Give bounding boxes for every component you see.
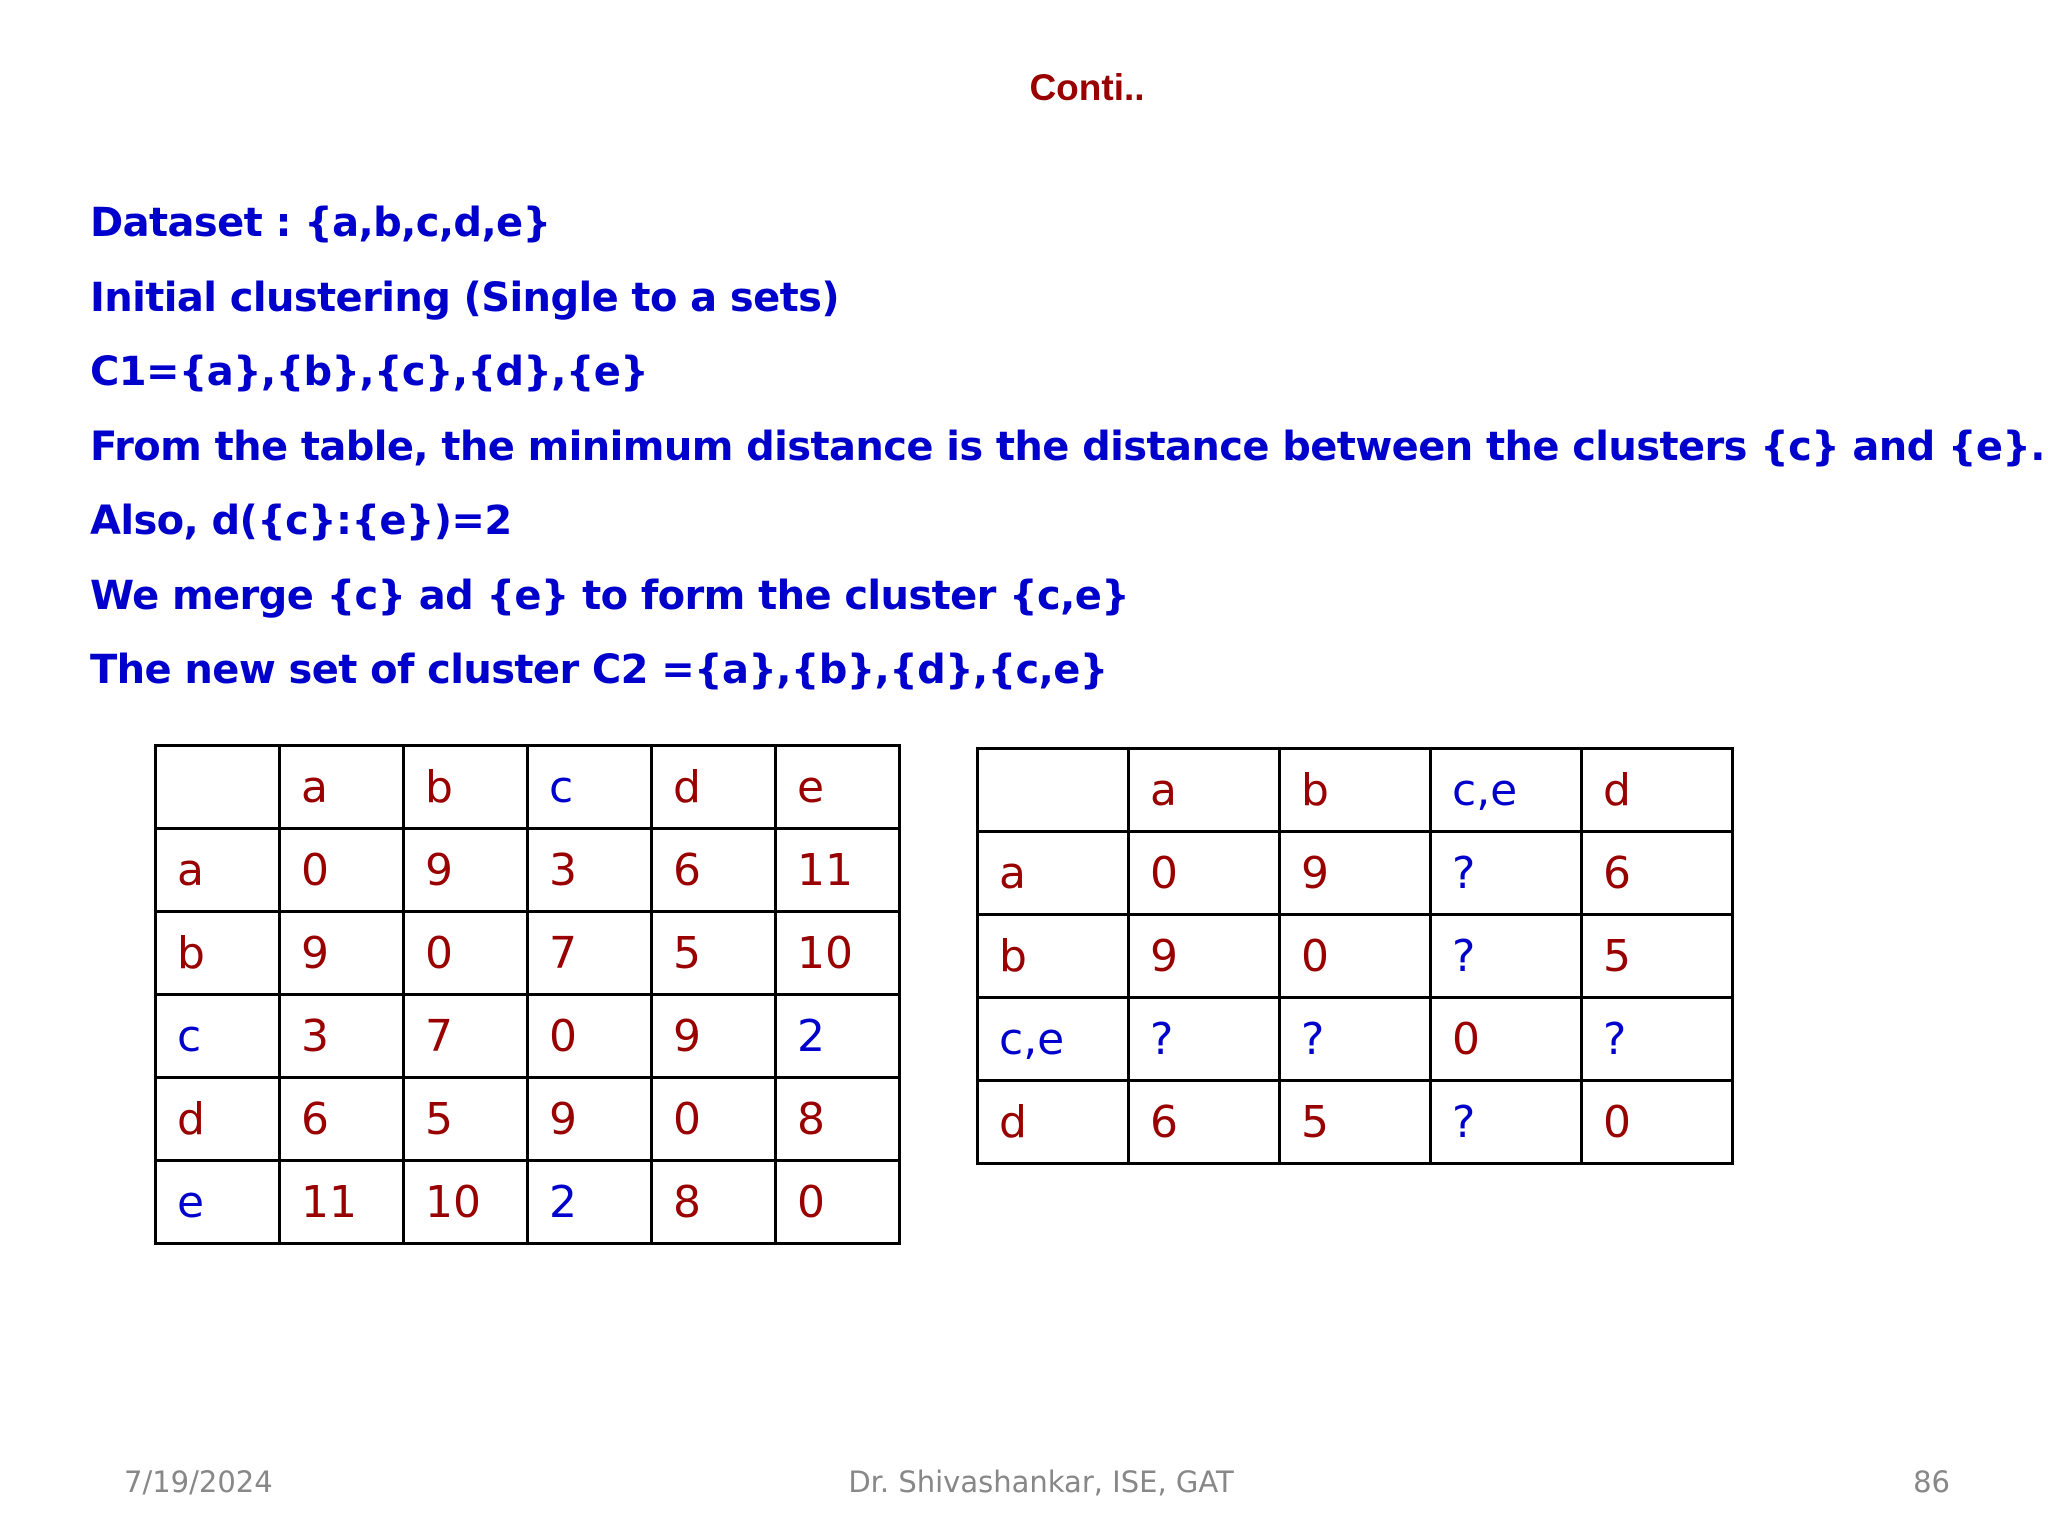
table-cell: 3 (280, 995, 404, 1078)
table-cell: d (1582, 749, 1733, 832)
table-cell: 9 (652, 995, 776, 1078)
table-cell: 0 (1280, 915, 1431, 998)
table-cell: 5 (652, 912, 776, 995)
table-cell: 10 (776, 912, 900, 995)
table-cell-min-distance: 2 (528, 1161, 652, 1244)
table-cell: 0 (404, 912, 528, 995)
table-cell-unknown: ? (1582, 998, 1733, 1081)
table-cell: 9 (280, 912, 404, 995)
table-cell: c,e (1431, 749, 1582, 832)
table-cell: 5 (404, 1078, 528, 1161)
table-cell: a (280, 746, 404, 829)
table-row (978, 915, 1733, 998)
table-cell: c (528, 746, 652, 829)
table-cell: 0 (280, 829, 404, 912)
table-cell: b (404, 746, 528, 829)
table-cell: 7 (528, 912, 652, 995)
table-cell: 0 (1431, 998, 1582, 1081)
table-cell: c (156, 995, 280, 1078)
table-cell: a (1129, 749, 1280, 832)
table-cell: 6 (1582, 832, 1733, 915)
table-header-row (978, 749, 1733, 832)
table-cell: 6 (280, 1078, 404, 1161)
table-cell: 6 (652, 829, 776, 912)
distance-matrix-initial (154, 744, 901, 1245)
body-line-minimum-distance: From the table, the minimum distance is the distance between the clusters {c} and {e}. (90, 423, 2045, 470)
footer-date: 7/19/2024 (124, 1465, 273, 1499)
table-row (978, 1081, 1733, 1164)
distance-matrix-merged (976, 747, 1734, 1165)
table-cell: 8 (652, 1161, 776, 1244)
table-cell-unknown: ? (1431, 1081, 1582, 1164)
table-cell-unknown: ? (1129, 998, 1280, 1081)
table-cell: b (1280, 749, 1431, 832)
table-cell: a (156, 829, 280, 912)
body-line-dataset: Dataset : {a,b,c,d,e} (90, 200, 551, 246)
body-line-c1: C1={a},{b},{c},{d},{e} (90, 349, 649, 395)
table-cell: 8 (776, 1078, 900, 1161)
table-cell: 3 (528, 829, 652, 912)
table-row (156, 1161, 900, 1244)
table-cell-unknown: ? (1280, 998, 1431, 1081)
body-line-initial-clustering: Initial clustering (Single to a sets) (90, 274, 840, 321)
table-cell: 9 (1280, 832, 1431, 915)
slide-title: Conti.. (1029, 67, 1145, 108)
table-cell: c,e (978, 998, 1129, 1081)
table-row (156, 995, 900, 1078)
table-row (156, 912, 900, 995)
table-cell: e (156, 1161, 280, 1244)
table-row (156, 1078, 900, 1161)
table-cell: d (156, 1078, 280, 1161)
table-cell: b (978, 915, 1129, 998)
table-cell: 7 (404, 995, 528, 1078)
table-cell-min-distance: 2 (776, 995, 900, 1078)
body-line-merge: We merge {c} ad {e} to form the cluster {c,e} (90, 572, 1130, 619)
table-cell: d (978, 1081, 1129, 1164)
body-line-distance-value: Also, d({c}:{e})=2 (90, 498, 512, 544)
table-cell: 0 (1129, 832, 1280, 915)
slide-body-text (90, 186, 2045, 708)
table-row (978, 832, 1733, 915)
table-cell: 0 (1582, 1081, 1733, 1164)
table-cell-unknown: ? (1431, 915, 1582, 998)
table-cell-unknown: ? (1431, 832, 1582, 915)
table-header-row (156, 746, 900, 829)
table-cell (156, 746, 280, 829)
table-cell: 0 (776, 1161, 900, 1244)
table-cell: 5 (1280, 1081, 1431, 1164)
footer-page-number: 86 (1913, 1465, 1950, 1499)
table-cell: 6 (1129, 1081, 1280, 1164)
table-cell: 0 (528, 995, 652, 1078)
table-cell: 9 (528, 1078, 652, 1161)
table-cell: e (776, 746, 900, 829)
table-cell: b (156, 912, 280, 995)
table-cell: 10 (404, 1161, 528, 1244)
table-cell: d (652, 746, 776, 829)
table-row (978, 998, 1733, 1081)
table-cell: 9 (1129, 915, 1280, 998)
table-cell (978, 749, 1129, 832)
table-row (156, 829, 900, 912)
table-cell: a (978, 832, 1129, 915)
table-cell: 0 (652, 1078, 776, 1161)
body-line-c2: The new set of cluster C2 ={a},{b},{d},{c,e} (90, 647, 1108, 693)
table-cell: 5 (1582, 915, 1733, 998)
footer-author: Dr. Shivashankar, ISE, GAT (848, 1465, 1234, 1499)
table-cell: 11 (280, 1161, 404, 1244)
table-cell: 9 (404, 829, 528, 912)
table-cell: 11 (776, 829, 900, 912)
